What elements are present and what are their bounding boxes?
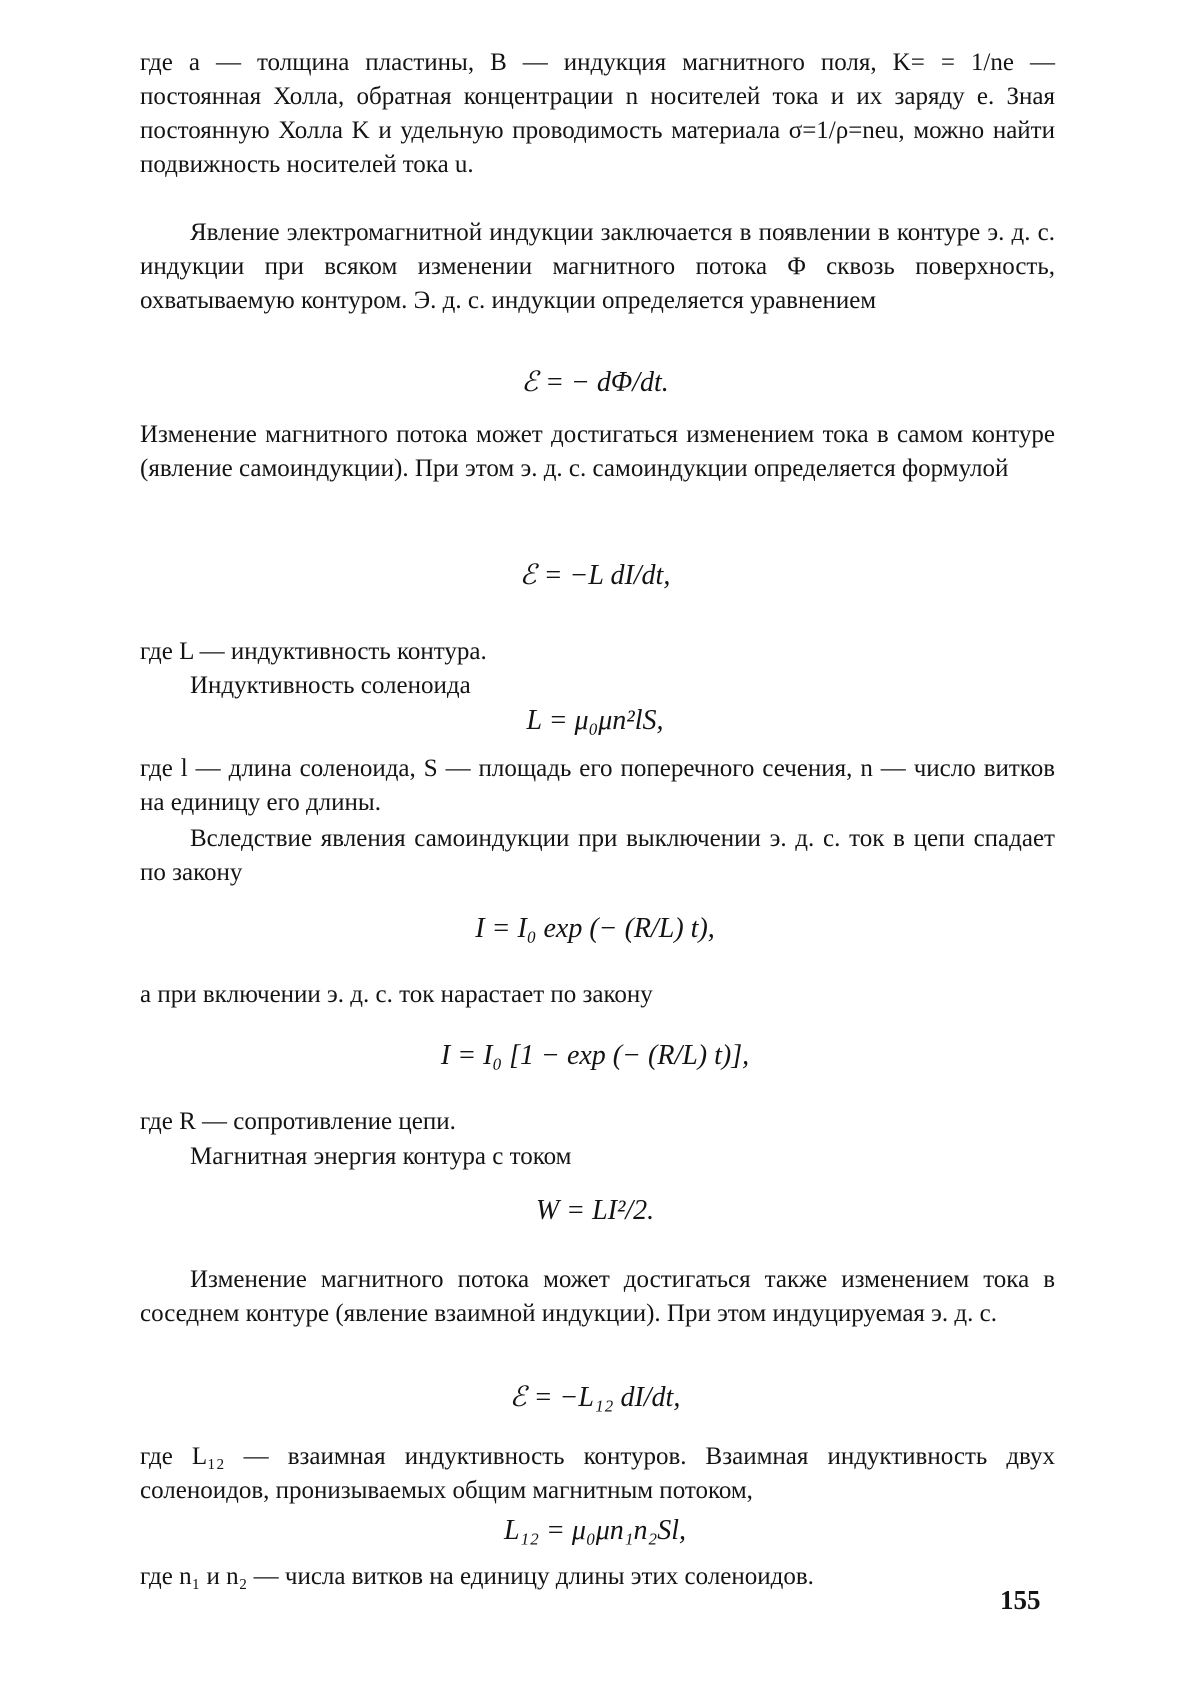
paragraph-inductance-def: где L — индуктивность контура. <box>140 638 487 665</box>
paragraph-mutual-inductance: где L₁₂ — взаимная индуктивность контуров. Взаимная индуктивность двух соленоидов, пронизываемых общим магнитным потоком, <box>140 1443 1055 1504</box>
paragraph-mutual-induction: Изменение магнитного потока может достигаться также изменением тока в соседнем контуре (явление взаимной индукции). При этом индуцируемая э. д. с. <box>140 1266 1055 1327</box>
formula-mutual-inductance: L₁₂ = μ₀μn₁n₂Sl, <box>503 1515 687 1546</box>
paragraph-em-induction: Явление электромагнитной индукции заключается в появлении в контуре э. д. с. индукции при всяком изменении магнитного потока Φ сквозь поверхность, охватываемую контуром. Э. д. с. индукции определяется уравнением <box>140 219 1055 314</box>
formula-emf-induction: ℰ = − dΦ/dt. <box>521 367 669 398</box>
formula-magnetic-energy: W = LI²/2. <box>535 1195 655 1226</box>
paragraph-self-induction: Изменение магнитного потока может достигаться изменением тока в самом контуре (явление самоиндукции). При этом э. д. с. самоиндукции определяется формулой <box>140 421 1055 482</box>
formula-current-decay: I = I₀ exp (− (R/L) t), <box>475 913 715 944</box>
paragraph-hall-constant: где a — толщина пластины, B — индукция магнитного поля, K= = 1/ne — постоянная Холла, обратная концентрации n носителей тока и их заряду e. Зная постоянную Холла K и удельную проводимость материала σ=1/ρ=neu, можно найти подвижность носителей тока u. <box>140 49 1055 178</box>
paragraph-solenoid-vars: где l — длина соленоида, S — площадь его поперечного сечения, n — число витков на единицу его длины. <box>140 755 1055 816</box>
paragraph-magnetic-energy: Магнитная энергия контура с током <box>190 1143 572 1170</box>
paragraph-solenoid-heading: Индуктивность соленоида <box>190 672 471 699</box>
formula-self-induction-emf: ℰ = −L dI/dt, <box>519 560 671 591</box>
formula-solenoid-inductance: L = μ₀μn²lS, <box>526 705 664 736</box>
page-number: 155 <box>1000 1585 1041 1615</box>
paragraph-current-rise: а при включении э. д. с. ток нарастает по закону <box>140 981 653 1008</box>
paragraph-current-decay: Вследствие явления самоиндукции при выключении э. д. с. ток в цепи спадает по закону <box>140 825 1055 886</box>
formula-current-rise: I = I₀ [1 − exp (− (R/L) t)], <box>440 1040 750 1071</box>
formula-mutual-emf: ℰ = −L₁₂ dI/dt, <box>509 1382 681 1413</box>
paragraph-resistance-def: где R — сопротивление цепи. <box>140 1108 456 1135</box>
paragraph-turns-def: где n₁ и n₂ — числа витков на единицу длины этих соленоидов. <box>140 1563 814 1590</box>
